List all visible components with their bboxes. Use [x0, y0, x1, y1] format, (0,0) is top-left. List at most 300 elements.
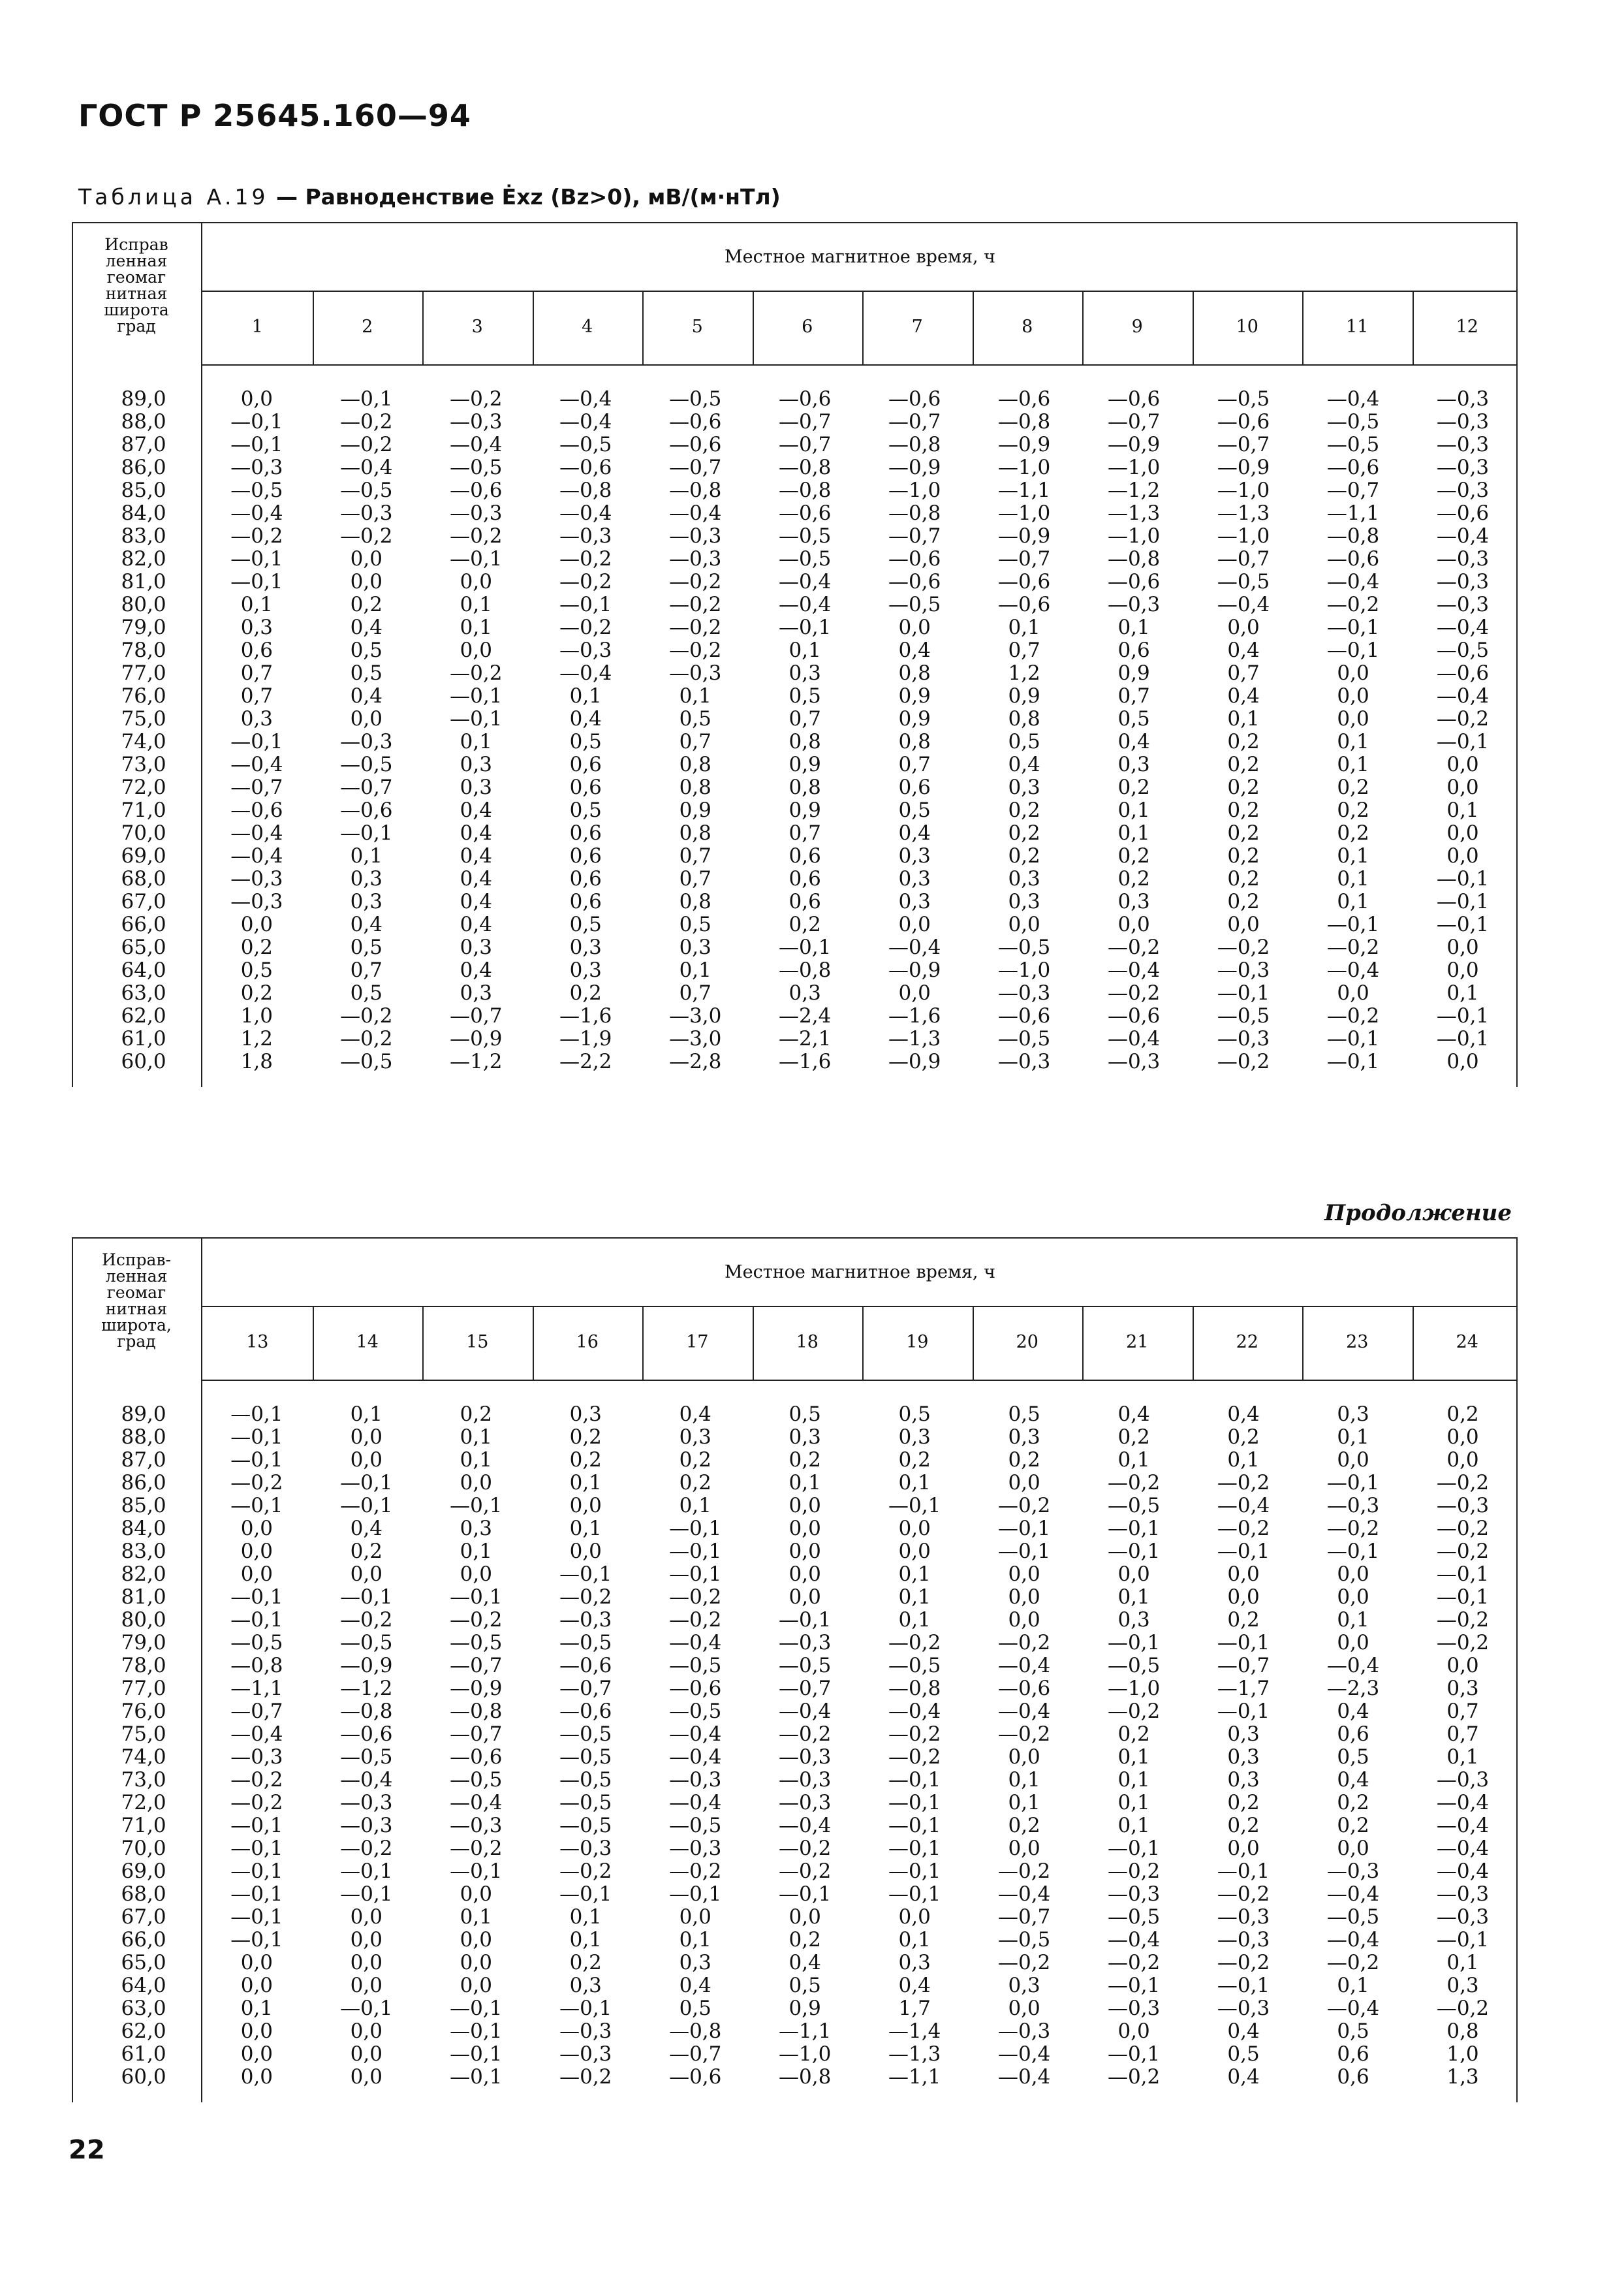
value-cell: —0,3 — [669, 1767, 722, 1792]
value-cell: —0,8 — [997, 409, 1051, 434]
value-cell: —0,2 — [450, 1836, 503, 1860]
table-row — [72, 958, 1518, 981]
value-cell: —0,1 — [888, 1790, 941, 1814]
hour-column-rule — [313, 1306, 314, 1380]
table-row — [72, 1951, 1518, 1974]
value-cell: —1,3 — [1217, 501, 1270, 525]
value-cell: 0,6 — [569, 775, 602, 799]
value-cell: 0,3 — [679, 1950, 711, 1974]
value-cell: 0,0 — [1337, 661, 1369, 685]
value-cell: —0,2 — [230, 1790, 283, 1814]
value-cell: 0,1 — [460, 1905, 492, 1929]
table-row — [72, 1027, 1518, 1050]
value-cell: 0,3 — [1117, 1607, 1150, 1632]
time-header-rule — [201, 1306, 1518, 1307]
value-cell: —1,0 — [1217, 524, 1270, 548]
value-cell: —0,1 — [1217, 1973, 1270, 1997]
value-cell: 0,0 — [350, 1425, 383, 1449]
value-cell: —0,8 — [340, 1699, 393, 1723]
value-cell: 0,0 — [240, 2019, 273, 2043]
value-cell: —0,2 — [1217, 1516, 1270, 1540]
latitude-cell: 86,0 — [121, 1470, 166, 1494]
value-cell: 0,2 — [679, 1447, 711, 1472]
value-cell: —0,1 — [340, 1493, 393, 1517]
value-cell: 0,0 — [569, 1493, 602, 1517]
latitude-cell: 79,0 — [121, 615, 166, 639]
value-cell: 0,7 — [679, 844, 711, 868]
value-cell: 0,7 — [240, 661, 273, 685]
value-cell: 0,1 — [1117, 1813, 1150, 1837]
table-row — [72, 867, 1518, 890]
value-cell: —2,4 — [779, 1004, 832, 1028]
value-cell: 0,0 — [1337, 684, 1369, 708]
value-cell: 0,2 — [789, 912, 821, 936]
value-cell: —0,3 — [1436, 387, 1490, 411]
value-cell: 0,3 — [1337, 1402, 1369, 1426]
latitude-cell: 68,0 — [121, 1882, 166, 1906]
value-cell: 0,5 — [898, 1402, 931, 1426]
value-cell: 0,2 — [1446, 1402, 1479, 1426]
value-cell: 0,2 — [789, 1447, 821, 1472]
value-cell: —2,8 — [669, 1049, 722, 1073]
value-cell: —0,1 — [230, 1425, 283, 1449]
table-row — [72, 1631, 1518, 1654]
value-cell: —1,0 — [888, 478, 941, 502]
value-cell: —0,1 — [669, 1562, 722, 1586]
value-cell: —0,7 — [779, 409, 832, 434]
latitude-cell: 64,0 — [121, 958, 166, 982]
value-cell: —0,1 — [1217, 1630, 1270, 1654]
value-cell: —0,6 — [559, 1699, 612, 1723]
table-row — [72, 433, 1518, 456]
value-cell: —0,5 — [997, 1026, 1051, 1051]
value-cell: —0,4 — [230, 821, 283, 845]
value-cell: 1,7 — [898, 1996, 931, 2020]
value-cell: —0,3 — [669, 546, 722, 571]
value-cell: —0,5 — [669, 387, 722, 411]
value-cell: —0,7 — [1217, 1653, 1270, 1677]
value-cell: 0,5 — [350, 638, 383, 662]
value-cell: 0,3 — [350, 889, 383, 913]
latitude-cell: 72,0 — [121, 1790, 166, 1814]
value-cell: 0,4 — [679, 1402, 711, 1426]
value-cell: 0,2 — [1227, 775, 1260, 799]
value-cell: 0,1 — [1227, 706, 1260, 731]
table-row — [72, 1997, 1518, 2019]
value-cell: 0,1 — [1117, 1767, 1150, 1792]
value-cell: 0,4 — [898, 638, 931, 662]
hour-header: 7 — [911, 317, 923, 337]
value-cell: 0,2 — [1227, 798, 1260, 822]
value-cell: —0,7 — [340, 775, 393, 799]
value-cell: 0,4 — [898, 821, 931, 845]
lat-column-header: Исправ- ленная геомаг нитная широта, град — [101, 1250, 172, 1351]
value-cell: 0,0 — [1446, 1653, 1479, 1677]
value-cell: 0,0 — [460, 1882, 492, 1906]
table-row — [72, 844, 1518, 867]
latitude-cell: 89,0 — [121, 387, 166, 411]
table-row — [72, 913, 1518, 936]
value-cell: 0,3 — [789, 1425, 821, 1449]
value-cell: —0,5 — [559, 1630, 612, 1654]
value-cell: —0,1 — [1107, 1630, 1161, 1654]
hour-header: 18 — [796, 1332, 819, 1352]
value-cell: 0,1 — [1008, 615, 1040, 639]
value-cell: —0,9 — [450, 1026, 503, 1051]
value-cell: —0,6 — [997, 592, 1051, 616]
value-cell: —0,3 — [669, 524, 722, 548]
table-top-rule — [72, 1237, 1518, 1239]
value-cell: 0,1 — [460, 592, 492, 616]
table-row — [72, 661, 1518, 684]
value-cell: —0,2 — [1436, 1516, 1490, 1540]
table-row — [72, 1494, 1518, 1517]
value-cell: 0,0 — [789, 1539, 821, 1563]
value-cell: 0,2 — [679, 1470, 711, 1494]
table-row — [72, 730, 1518, 753]
value-cell: —0,6 — [230, 798, 283, 822]
value-cell: —0,1 — [230, 1402, 283, 1426]
latitude-cell: 70,0 — [121, 821, 166, 845]
value-cell: 0,0 — [898, 1539, 931, 1563]
value-cell: —0,3 — [559, 524, 612, 548]
value-cell: —0,7 — [1326, 478, 1380, 502]
value-cell: —0,1 — [1107, 1973, 1161, 1997]
value-cell: —0,2 — [1326, 1950, 1380, 1974]
table-row — [72, 936, 1518, 958]
hour-column-rule — [1302, 1306, 1304, 1380]
table-row — [72, 707, 1518, 730]
value-cell: —0,1 — [1107, 1836, 1161, 1860]
value-cell: —0,2 — [1326, 1004, 1380, 1028]
value-cell: —3,0 — [669, 1026, 722, 1051]
table-row — [72, 570, 1518, 593]
value-cell: 0,1 — [569, 684, 602, 708]
value-cell: —0,8 — [888, 501, 941, 525]
value-cell: 0,2 — [1227, 844, 1260, 868]
value-cell: —0,1 — [230, 729, 283, 753]
value-cell: 0,8 — [1446, 2019, 1479, 2043]
value-cell: —0,4 — [1326, 1996, 1380, 2020]
value-cell: 0,0 — [898, 912, 931, 936]
table-row — [72, 1905, 1518, 1928]
value-cell: —0,2 — [340, 524, 393, 548]
table-body — [72, 1402, 1518, 2088]
value-cell: 0,3 — [1008, 1973, 1040, 1997]
value-cell: —0,9 — [888, 958, 941, 982]
value-cell: —1,6 — [559, 1004, 612, 1028]
value-cell: —0,3 — [559, 1607, 612, 1632]
hour-column-rule — [753, 1306, 754, 1380]
value-cell: —0,3 — [230, 889, 283, 913]
value-cell: —0,7 — [1107, 409, 1161, 434]
value-cell: —0,5 — [1217, 1004, 1270, 1028]
value-cell: 0,3 — [1227, 1722, 1260, 1746]
value-cell: —0,5 — [450, 455, 503, 479]
value-cell: 0,2 — [1227, 889, 1260, 913]
value-cell: 0,0 — [569, 1539, 602, 1563]
table-row — [72, 684, 1518, 707]
value-cell: 0,1 — [350, 844, 383, 868]
value-cell: —0,1 — [340, 387, 393, 411]
value-cell: 0,2 — [240, 935, 273, 959]
value-cell: 0,0 — [1446, 1447, 1479, 1472]
value-cell: —0,2 — [997, 1722, 1051, 1746]
value-cell: —0,2 — [1436, 706, 1490, 731]
value-cell: —0,4 — [997, 1653, 1051, 1677]
value-cell: 0,1 — [898, 1562, 931, 1586]
hour-header: 22 — [1236, 1332, 1258, 1352]
value-cell: 0,2 — [898, 1447, 931, 1472]
value-cell: —0,1 — [340, 1585, 393, 1609]
value-cell: —0,4 — [1436, 684, 1490, 708]
value-cell: 0,2 — [1337, 775, 1369, 799]
value-cell: 0,2 — [240, 981, 273, 1005]
value-cell: 0,7 — [1008, 638, 1040, 662]
latitude-cell: 74,0 — [121, 729, 166, 753]
value-cell: 0,0 — [1008, 1745, 1040, 1769]
value-cell: —0,3 — [1436, 478, 1490, 502]
value-cell: 0,2 — [350, 1539, 383, 1563]
value-cell: —0,6 — [669, 1676, 722, 1700]
value-cell: —0,1 — [1217, 981, 1270, 1005]
value-cell: 0,0 — [789, 1562, 821, 1586]
hour-header: 9 — [1131, 317, 1143, 337]
latitude-cell: 79,0 — [121, 1630, 166, 1654]
value-cell: —0,4 — [669, 1722, 722, 1746]
value-cell: —0,4 — [1436, 1790, 1490, 1814]
value-cell: 0,2 — [1008, 1447, 1040, 1472]
hour-column-rule — [533, 291, 534, 364]
value-cell: 0,0 — [1446, 935, 1479, 959]
value-cell: —0,1 — [997, 1539, 1051, 1563]
value-cell: —0,7 — [997, 1905, 1051, 1929]
value-cell: —0,5 — [997, 935, 1051, 959]
value-cell: 0,2 — [1008, 1813, 1040, 1837]
value-cell: —0,2 — [1326, 1516, 1380, 1540]
value-cell: —0,2 — [669, 569, 722, 593]
value-cell: —0,3 — [230, 866, 283, 891]
value-cell: 0,9 — [1117, 661, 1150, 685]
value-cell: —0,4 — [230, 501, 283, 525]
value-cell: —0,1 — [230, 546, 283, 571]
value-cell: —0,8 — [559, 478, 612, 502]
value-cell: —0,8 — [779, 455, 832, 479]
value-cell: 0,4 — [460, 866, 492, 891]
value-cell: 0,2 — [569, 1950, 602, 1974]
value-cell: 0,0 — [240, 912, 273, 936]
value-cell: 0,3 — [789, 981, 821, 1005]
value-cell: —0,2 — [1107, 1470, 1161, 1494]
value-cell: —0,1 — [230, 1927, 283, 1952]
value-cell: 0,2 — [1008, 821, 1040, 845]
value-cell: —0,1 — [1436, 866, 1490, 891]
value-cell: —1,4 — [888, 2019, 941, 2043]
value-cell: 0,1 — [569, 1470, 602, 1494]
value-cell: —0,4 — [1107, 958, 1161, 982]
value-cell: —0,3 — [1107, 1882, 1161, 1906]
value-cell: —0,8 — [450, 1699, 503, 1723]
value-cell: 0,6 — [789, 866, 821, 891]
value-cell: 0,2 — [1337, 1790, 1369, 1814]
value-cell: —0,5 — [669, 1699, 722, 1723]
value-cell: —0,5 — [559, 1722, 612, 1746]
value-cell: —0,2 — [779, 1836, 832, 1860]
value-cell: —0,2 — [669, 592, 722, 616]
value-cell: 0,0 — [240, 387, 273, 411]
table-row — [72, 410, 1518, 433]
value-cell: —0,5 — [450, 1630, 503, 1654]
table-row — [72, 2065, 1518, 2088]
value-cell: 0,2 — [1337, 821, 1369, 845]
value-cell: —0,6 — [888, 569, 941, 593]
value-cell: 0,1 — [1008, 1767, 1040, 1792]
value-cell: 0,8 — [679, 775, 711, 799]
value-cell: 0,0 — [350, 2019, 383, 2043]
hour-header: 6 — [802, 317, 813, 337]
value-cell: —0,1 — [779, 615, 832, 639]
hour-header: 5 — [691, 317, 703, 337]
value-cell: —0,4 — [559, 501, 612, 525]
value-cell: 0,3 — [1117, 752, 1150, 776]
table-row — [72, 501, 1518, 524]
value-cell: —0,7 — [888, 409, 941, 434]
value-cell: 0,3 — [460, 935, 492, 959]
value-cell: 0,5 — [1008, 729, 1040, 753]
value-cell: 0,1 — [1117, 821, 1150, 845]
value-cell: —0,1 — [1217, 1859, 1270, 1883]
value-cell: —0,1 — [230, 1585, 283, 1609]
value-cell: —0,1 — [779, 935, 832, 959]
value-cell: —0,1 — [450, 2064, 503, 2089]
value-cell: 0,7 — [1117, 684, 1150, 708]
value-cell: 1,8 — [240, 1049, 273, 1073]
value-cell: —0,6 — [1436, 661, 1490, 685]
value-cell: 0,6 — [569, 752, 602, 776]
document-header: ГОСТ Р 25645.160—94 — [78, 98, 471, 133]
value-cell: —0,5 — [888, 592, 941, 616]
value-cell: —0,4 — [779, 592, 832, 616]
value-cell: 0,4 — [350, 912, 383, 936]
value-cell: 0,0 — [898, 981, 931, 1005]
value-cell: 0,0 — [1446, 752, 1479, 776]
table-row — [72, 1585, 1518, 1608]
value-cell: —0,1 — [1436, 1004, 1490, 1028]
value-cell: 0,6 — [1337, 2042, 1369, 2066]
value-cell: 0,8 — [789, 729, 821, 753]
value-cell: —0,8 — [669, 478, 722, 502]
value-cell: —0,9 — [340, 1653, 393, 1677]
value-cell: 0,6 — [569, 889, 602, 913]
value-cell: 1,3 — [1446, 2064, 1479, 2089]
value-cell: 0,4 — [460, 958, 492, 982]
value-cell: 0,3 — [1008, 889, 1040, 913]
table-row — [72, 1471, 1518, 1494]
value-cell: —0,4 — [1217, 1493, 1270, 1517]
value-cell: —0,4 — [230, 1722, 283, 1746]
value-cell: 0,0 — [460, 1950, 492, 1974]
value-cell: 0,4 — [1117, 729, 1150, 753]
value-cell: —0,4 — [340, 1767, 393, 1792]
value-cell: 0,5 — [569, 729, 602, 753]
table-row — [72, 1654, 1518, 1677]
value-cell: 0,1 — [1337, 1425, 1369, 1449]
value-cell: —0,4 — [997, 1882, 1051, 1906]
value-cell: —0,1 — [1326, 1539, 1380, 1563]
value-cell: 0,3 — [569, 958, 602, 982]
value-cell: 0,6 — [1337, 2064, 1369, 2089]
value-cell: 0,1 — [898, 1470, 931, 1494]
value-cell: —0,6 — [997, 1676, 1051, 1700]
value-cell: —0,5 — [669, 1653, 722, 1677]
value-cell: —0,1 — [1107, 1516, 1161, 1540]
value-cell: 0,5 — [789, 1973, 821, 1997]
value-cell: —0,2 — [997, 1950, 1051, 1974]
value-cell: 0,7 — [789, 821, 821, 845]
value-cell: —0,2 — [450, 661, 503, 685]
value-cell: 0,1 — [1337, 729, 1369, 753]
value-cell: —0,1 — [559, 592, 612, 616]
value-cell: 0,1 — [460, 615, 492, 639]
value-cell: 0,5 — [898, 798, 931, 822]
latitude-cell: 88,0 — [121, 1425, 166, 1449]
value-cell: —0,4 — [997, 2042, 1051, 2066]
value-cell: 0,2 — [569, 981, 602, 1005]
value-cell: 1,0 — [1446, 2042, 1479, 2066]
value-cell: 0,1 — [789, 638, 821, 662]
value-cell: —0,5 — [779, 524, 832, 548]
value-cell: —0,2 — [779, 1722, 832, 1746]
value-cell: 0,2 — [1117, 844, 1150, 868]
value-cell: 0,6 — [569, 844, 602, 868]
value-cell: —0,8 — [888, 1676, 941, 1700]
value-cell: —0,4 — [1107, 1927, 1161, 1952]
value-cell: 0,1 — [1117, 1790, 1150, 1814]
value-cell: —1,3 — [888, 2042, 941, 2066]
hour-header: 19 — [906, 1332, 929, 1352]
value-cell: 0,0 — [1227, 912, 1260, 936]
value-cell: —1,3 — [888, 1026, 941, 1051]
value-cell: —0,3 — [559, 2019, 612, 2043]
value-cell: 0,2 — [1008, 844, 1040, 868]
value-cell: —0,1 — [1326, 1049, 1380, 1073]
table-row — [72, 387, 1518, 410]
value-cell: —0,3 — [1436, 1493, 1490, 1517]
table-row — [72, 1517, 1518, 1540]
value-cell: —0,3 — [1107, 1049, 1161, 1073]
table-row — [72, 1768, 1518, 1791]
value-cell: 0,5 — [679, 912, 711, 936]
value-cell: 0,3 — [1008, 1425, 1040, 1449]
value-cell: —0,2 — [340, 1607, 393, 1632]
table-row — [72, 981, 1518, 1004]
value-cell: 0,5 — [1337, 1745, 1369, 1769]
value-cell: 0,0 — [789, 1905, 821, 1929]
value-cell: 0,6 — [789, 844, 821, 868]
value-cell: 0,3 — [1008, 866, 1040, 891]
value-cell: 0,7 — [350, 958, 383, 982]
value-cell: 0,1 — [1117, 1447, 1150, 1472]
value-cell: 0,2 — [789, 1927, 821, 1952]
value-cell: 0,4 — [1227, 638, 1260, 662]
value-cell: —0,9 — [1107, 432, 1161, 456]
value-cell: —0,3 — [1436, 546, 1490, 571]
value-cell: 0,5 — [569, 912, 602, 936]
value-cell: —0,3 — [450, 501, 503, 525]
value-cell: 0,4 — [898, 1973, 931, 1997]
latitude-cell: 75,0 — [121, 1722, 166, 1746]
value-cell: 0,7 — [240, 684, 273, 708]
